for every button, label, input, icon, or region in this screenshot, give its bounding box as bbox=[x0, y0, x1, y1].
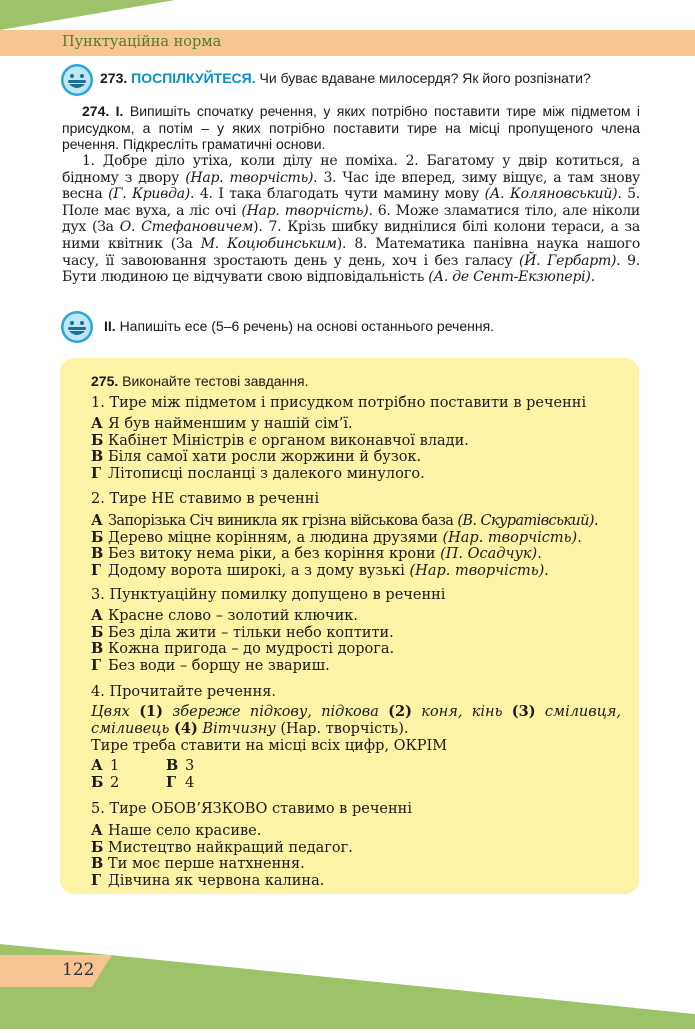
option-letter: Б bbox=[91, 623, 104, 641]
sentence-text: . 3. Час іде вперед, зиму віщує, а там знову весна bbox=[62, 169, 641, 203]
option-letter: В bbox=[91, 855, 104, 873]
q4-marker: (4) bbox=[174, 719, 198, 737]
corner-decoration bbox=[0, 0, 175, 30]
option-text: Додому ворота широкі, а з дому вузькі bbox=[108, 562, 410, 579]
option-text: Кожна пригода – до мудрості дорога. bbox=[108, 641, 395, 658]
exercise-275-heading bbox=[91, 373, 309, 389]
option-text: Запорізька Січ виникла як грізна військова база bbox=[108, 513, 458, 529]
exercise-274-part2 bbox=[104, 318, 494, 334]
answer-letter: В bbox=[166, 757, 179, 774]
option-text: Без води – борщу не звариш. bbox=[108, 657, 330, 674]
option bbox=[91, 433, 626, 450]
exercise-274-sentences bbox=[62, 153, 640, 286]
exercise-274-instruction bbox=[62, 103, 640, 153]
part2-text: Напишіть есе (5–6 речень) на основі останнього речення. bbox=[119, 318, 495, 334]
option-letter: Г bbox=[91, 464, 102, 482]
answer-value: 2 bbox=[110, 774, 120, 791]
sentence-text: ). 7. Крізь шибку виднілися білі колони тераси, а за ними квітник (За bbox=[62, 219, 640, 252]
option bbox=[91, 658, 626, 675]
sentence-source: (Г. Кривда) bbox=[108, 186, 191, 203]
option-letter: Г bbox=[91, 656, 102, 674]
option-letter: А bbox=[91, 607, 103, 624]
answer-row bbox=[91, 758, 194, 775]
option-letter: Г bbox=[91, 871, 102, 889]
option-text: Мистецтво найкращий педагог. bbox=[108, 839, 353, 856]
option bbox=[91, 530, 626, 547]
q4-word: збереже підкову, підкова bbox=[172, 704, 379, 720]
option bbox=[91, 625, 626, 642]
exercise-273-number: 273. bbox=[100, 70, 128, 86]
option-letter: В bbox=[91, 640, 104, 658]
option-text: Літописці посланці з далекого минулого. bbox=[108, 465, 425, 482]
option-source: (П. Осадчук) bbox=[440, 546, 538, 563]
answer-letter: Б bbox=[91, 773, 104, 791]
question-4-sentence bbox=[91, 704, 621, 737]
option-text: Без діла жити – тільки небо коптити. bbox=[108, 624, 394, 641]
answer-cell bbox=[166, 758, 194, 775]
question-2-title: 2. Тире НЕ ставимо в реченні bbox=[91, 491, 320, 507]
sentence-text: 1. Добре діло утіха, коли ділу не поміха. 2. Багатому у двір котиться, а бідному з двору bbox=[62, 153, 640, 186]
header-bar bbox=[0, 30, 695, 56]
option-letter: А bbox=[91, 512, 103, 529]
sentence-source: (Нар. творчість) bbox=[185, 169, 314, 186]
exercise-275-title: Виконайте тестові завдання. bbox=[122, 373, 309, 389]
option-letter: В bbox=[91, 545, 104, 563]
discussion-smiley-icon bbox=[60, 63, 94, 97]
sentence-text: . bbox=[590, 269, 595, 286]
option-text: Красне слово – золотий ключик. bbox=[108, 608, 358, 624]
q4-word: сміливця, сміливець bbox=[91, 704, 622, 737]
answer-letter: Г bbox=[166, 773, 177, 791]
option bbox=[91, 546, 626, 563]
option-end: . bbox=[544, 562, 549, 579]
option-end: . bbox=[593, 513, 598, 529]
option bbox=[91, 840, 626, 857]
question-4-instruction: Тире треба ставити на місці всіх цифр, ОКРІМ bbox=[91, 738, 448, 754]
option-source: (Нар. творчість) bbox=[409, 562, 545, 579]
question-3-title: 3. Пунктуаційну помилку допущено в реченні bbox=[91, 587, 446, 603]
option-text: Біля самої хати росли жоржини й бузок. bbox=[108, 449, 422, 466]
option bbox=[91, 641, 626, 658]
exercise-273-text: Чи буває вдаване милосердя? Як його розпізнати? bbox=[259, 70, 591, 86]
question-4-answers bbox=[91, 758, 194, 791]
sentence-text: ). 8. Математика панівна наука нашого часу, її завоювання зростають день у день, хоч і без галасу bbox=[62, 235, 641, 269]
sentence-text: . 9. Бути людиною це відчувати свою відповідальність bbox=[62, 252, 640, 286]
question-5-title: 5. Тире ОБОВ’ЯЗКОВО ставимо в реченні bbox=[91, 801, 412, 817]
exercise-273-label: ПОСПІЛКУЙТЕСЯ. bbox=[131, 70, 256, 86]
q4-word: коня, кінь bbox=[421, 704, 503, 720]
exercise-275-number: 275. bbox=[91, 373, 119, 389]
option bbox=[91, 608, 626, 625]
option-source: (В. Скуратівський) bbox=[457, 513, 594, 529]
answer-cell bbox=[166, 775, 194, 792]
sentence-text: . 4. І така благодать чути мамину мову bbox=[190, 186, 485, 203]
section-title: Пунктуаційна норма bbox=[62, 34, 222, 50]
question-1-title: 1. Тире між підметом і присудком потрібно поставити в реченні bbox=[91, 395, 587, 411]
test-box bbox=[60, 358, 639, 894]
sentence-source: М. Коцюбинським bbox=[200, 235, 337, 252]
option-letter: Б bbox=[91, 431, 104, 449]
option bbox=[91, 563, 626, 580]
option bbox=[91, 513, 626, 530]
option-letter: А bbox=[91, 822, 103, 839]
sentence-source: (Й. Гербарт) bbox=[519, 252, 617, 269]
option-text: Ти моє перше натхнення. bbox=[108, 856, 305, 873]
part2-number: II. bbox=[104, 318, 116, 334]
option bbox=[91, 856, 626, 873]
answer-value: 4 bbox=[185, 774, 195, 791]
option bbox=[91, 466, 626, 483]
answer-value: 3 bbox=[185, 758, 195, 774]
discussion-smiley-icon bbox=[60, 310, 94, 344]
q4-word: Цвях bbox=[91, 704, 130, 720]
q4-marker: (2) bbox=[388, 703, 412, 720]
q4-marker: (1) bbox=[139, 703, 163, 720]
option-text: Дівчина як червона калина. bbox=[108, 872, 325, 889]
option bbox=[91, 416, 626, 433]
option-text: Дерево міцне корінням, а людина друзями bbox=[108, 529, 443, 546]
option-text: Без витоку нема ріки, а без коріння крони bbox=[108, 546, 441, 563]
exercise-273 bbox=[100, 70, 591, 86]
sentence-text: . 6. Може зламатися тіло, але ніколи дух (За bbox=[62, 202, 640, 236]
sentence-text: . 5. Поле має вуха, а ліс очі bbox=[62, 186, 640, 219]
q4-marker: (3) bbox=[511, 703, 536, 720]
option-letter: А bbox=[91, 415, 103, 432]
option-letter: Б bbox=[91, 838, 104, 856]
option-letter: Б bbox=[91, 528, 104, 546]
option-letter: Г bbox=[91, 561, 102, 579]
question-3-options bbox=[91, 608, 626, 674]
sentence-source: (Нар. творчість) bbox=[241, 202, 369, 219]
option-source: (Нар. творчість) bbox=[442, 529, 578, 546]
question-1-options bbox=[91, 416, 626, 482]
question-5-options bbox=[91, 823, 626, 889]
exercise-274-number: 274. I. bbox=[82, 103, 124, 119]
option bbox=[91, 873, 626, 890]
option-text: Я був найменшим у нашій сім’ї. bbox=[108, 416, 353, 432]
option-text: Кабінет Міністрів є органом виконавчої влади. bbox=[108, 432, 469, 449]
answer-letter: А bbox=[91, 757, 103, 774]
option bbox=[91, 449, 626, 466]
option-text: Наше село красиве. bbox=[108, 823, 262, 839]
answer-cell bbox=[91, 775, 166, 792]
answer-value: 1 bbox=[110, 758, 120, 774]
option-letter: В bbox=[91, 448, 104, 466]
sentence-source: (А. де Сент-Екзюпері) bbox=[428, 269, 591, 286]
sentence-source: (А. Коляновський) bbox=[484, 186, 618, 203]
question-2-options bbox=[91, 513, 626, 579]
sentence-source: О. Стефановичем bbox=[119, 219, 254, 236]
q4-source: (Нар. творчість). bbox=[280, 720, 409, 737]
answer-row bbox=[91, 775, 194, 792]
option-end: . bbox=[577, 529, 582, 546]
page-number: 122 bbox=[62, 960, 95, 980]
q4-word: Вітчизну bbox=[202, 720, 276, 737]
option bbox=[91, 823, 626, 840]
option-end: . bbox=[537, 546, 542, 563]
exercise-274-instruction-text: Випишіть спочатку речення, у яких потрібно поставити тире між підметом і присудком, а потім – у яких потрібно поставити тире на місці пропущеного члена речення. Підкресліть граматичні основи. bbox=[62, 103, 641, 152]
question-4-title: 4. Прочитайте речення. bbox=[91, 684, 277, 700]
answer-cell bbox=[91, 758, 166, 775]
